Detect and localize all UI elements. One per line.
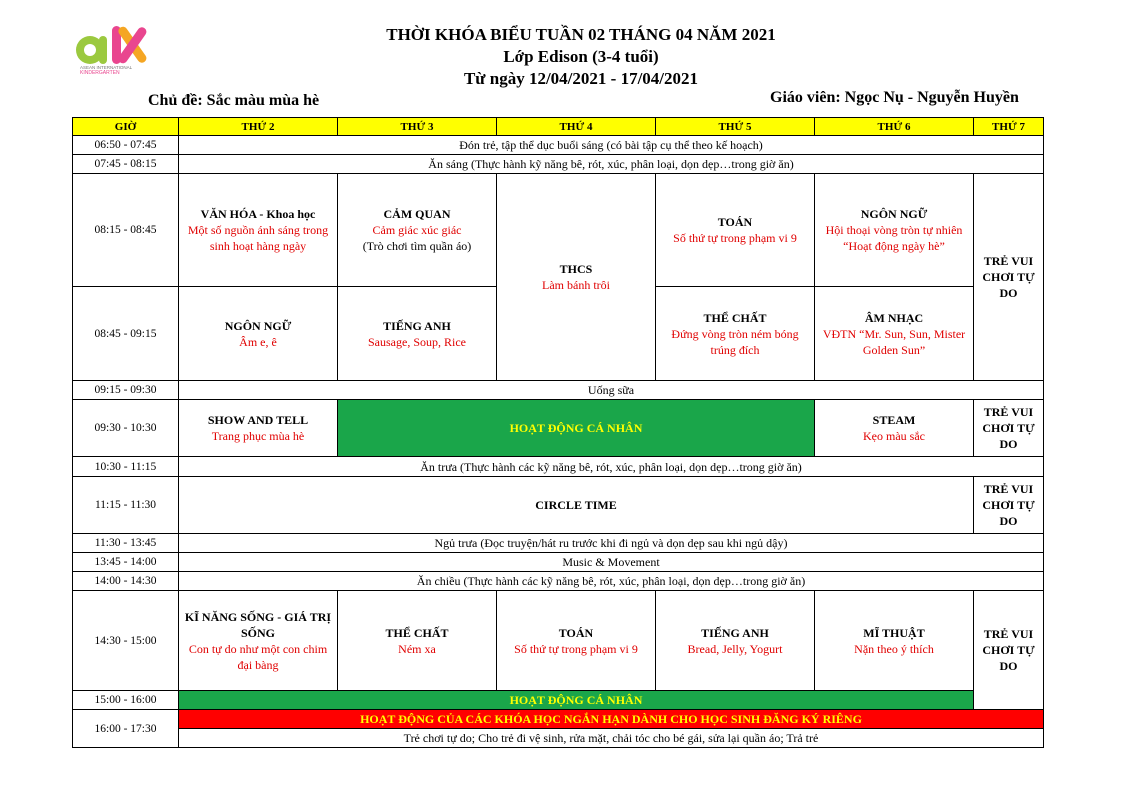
time-cell: 09:30 - 10:30	[73, 400, 179, 457]
col-header-sat: THỨ 7	[974, 118, 1044, 136]
circle-time-cell: CIRCLE TIME	[179, 477, 974, 534]
table-row	[73, 534, 1044, 553]
lesson-title: NGÔN NGỮ	[224, 318, 292, 333]
lesson-subtitle: Ném xa	[398, 641, 436, 656]
time-cell: 08:15 - 08:45	[73, 174, 179, 287]
logo-subtitle-1: ASEAN INTERNATIONAL	[80, 65, 133, 70]
lesson-subtitle: Trang phục mùa hè	[211, 429, 305, 443]
lesson-title: TOÁN	[558, 625, 594, 640]
lesson-cell	[179, 591, 338, 691]
lesson-cell	[338, 591, 497, 691]
lesson-title: TIẾNG ANH	[383, 318, 451, 333]
topic-label: Chủ đề: Sắc màu mùa hè	[148, 92, 320, 109]
page-title: THỜI KHÓA BIỂU TUẦN 02 THÁNG 04 NĂM 2021	[386, 25, 776, 44]
activity-cell: Ăn trưa (Thực hành các kỹ năng bê, rót, xúc, phân loại, dọn dẹp…trong giờ ăn)	[179, 457, 1044, 477]
activity-cell: Uống sữa	[179, 381, 1044, 400]
lesson-subtitle: Kẹo màu sắc	[863, 429, 925, 443]
lesson-cell	[815, 174, 974, 287]
col-header-time: GIỜ	[73, 118, 179, 136]
activity-cell: Music & Movement	[179, 553, 1044, 572]
lesson-subtitle: Số thứ tự trong phạm vi 9	[514, 641, 638, 656]
lesson-title: MĨ THUẬT	[863, 625, 925, 640]
lesson-subtitle: Một số nguồn ánh sáng trong sinh hoạt hàng ngày	[187, 223, 329, 253]
table-row	[73, 553, 1044, 572]
lesson-title: NGÔN NGỮ	[860, 207, 928, 221]
lesson-subtitle: Sausage, Soup, Rice	[368, 334, 466, 349]
lesson-subtitle: Âm e, ê	[239, 334, 277, 349]
free-play-cell: TRẺ VUI CHƠI TỰ DO	[974, 174, 1044, 381]
activity-cell: Ăn chiều (Thực hành các kỹ năng bê, rót, xúc, phân loại, dọn dẹp…trong giờ ăn)	[179, 572, 1044, 591]
lesson-cell	[179, 400, 338, 457]
lesson-subtitle: Số thứ tự trong phạm vi 9	[673, 231, 797, 245]
lesson-cell	[179, 174, 338, 287]
lesson-subtitle: Con tự do như một con chim đại bàng	[188, 641, 328, 672]
time-cell: 11:30 - 13:45	[73, 534, 179, 553]
logo-subtitle-2: KINDERGARTEN	[80, 70, 120, 76]
time-cell: 08:45 - 09:15	[73, 287, 179, 381]
table-row	[73, 710, 1044, 729]
col-header-wed: THỨ 4	[497, 118, 656, 136]
activity-cell: Ngủ trưa (Đọc truyện/hát ru trước khi đi ngủ và dọn dẹp sau khi ngủ dậy)	[179, 534, 1044, 553]
table-row	[73, 477, 1044, 534]
lesson-cell	[338, 174, 497, 287]
lesson-title: KĨ NĂNG SỐNG - GIÁ TRỊ SỐNG	[184, 609, 332, 640]
activity-cell: Ăn sáng (Thực hành kỹ năng bê, rót, xúc, phân loại, dọn dẹp…trong giờ ăn)	[179, 155, 1044, 174]
lesson-title: STEAM	[872, 413, 916, 427]
table-row	[73, 400, 1044, 457]
time-cell: 11:15 - 11:30	[73, 477, 179, 534]
lesson-cell	[497, 174, 656, 381]
col-header-mon: THỨ 2	[179, 118, 338, 136]
lesson-subtitle: Đứng vòng tròn ném bóng trúng đích	[671, 326, 799, 357]
col-header-fri: THỨ 6	[815, 118, 974, 136]
time-cell: 06:50 - 07:45	[73, 136, 179, 155]
lesson-cell	[815, 287, 974, 381]
time-cell: 10:30 - 11:15	[73, 457, 179, 477]
table-row	[73, 572, 1044, 591]
lesson-subtitle: Hội thoại vòng tròn tự nhiên “Hoạt động ngày hè”	[825, 223, 963, 253]
activity-cell: Trẻ chơi tự do; Cho trẻ đi vệ sinh, rửa mặt, chải tóc cho bé gái, sửa lại quần áo; Trả trẻ	[179, 729, 1044, 748]
lesson-title: SHOW AND TELL	[207, 413, 309, 427]
date-range: Từ ngày 12/04/2021 - 17/04/2021	[463, 69, 699, 88]
lesson-title: TIẾNG ANH	[701, 625, 769, 640]
time-cell: 07:45 - 08:15	[73, 155, 179, 174]
lesson-subtitle: Bread, Jelly, Yogurt	[687, 641, 783, 656]
table-row	[73, 174, 1044, 287]
lesson-subtitle: Cảm giác xúc giác	[372, 223, 462, 237]
lesson-cell	[815, 400, 974, 457]
time-cell: 09:15 - 09:30	[73, 381, 179, 400]
lesson-cell	[815, 591, 974, 691]
individual-activity-cell: HOẠT ĐỘNG CÁ NHÂN	[179, 691, 974, 710]
lesson-title: TOÁN	[717, 215, 753, 229]
col-header-tue: THỨ 3	[338, 118, 497, 136]
lesson-cell	[656, 287, 815, 381]
time-cell: 15:00 - 16:00	[73, 691, 179, 710]
free-play-cell: TRẺ VUI CHƠI TỰ DO	[974, 477, 1044, 534]
table-row	[73, 591, 1044, 691]
col-header-thu: THỨ 5	[656, 118, 815, 136]
table-row	[73, 729, 1044, 748]
table-row	[73, 691, 1044, 710]
lesson-subtitle: Làm bánh trôi	[542, 278, 610, 292]
lesson-title: THCS	[559, 262, 593, 276]
free-play-cell: TRẺ VUI CHƠI TỰ DO	[974, 591, 1044, 710]
free-play-cell: TRẺ VUI CHƠI TỰ DO	[974, 400, 1044, 457]
table-row	[73, 457, 1044, 477]
lesson-title: THỂ CHẤT	[703, 310, 767, 325]
lesson-cell	[656, 174, 815, 287]
lesson-title: ÂM NHẠC	[864, 310, 924, 325]
individual-activity-cell: HOẠT ĐỘNG CÁ NHÂN	[338, 400, 815, 457]
teachers-label: Giáo viên: Ngọc Nụ - Nguyễn Huyền	[770, 89, 1019, 106]
time-cell: 13:45 - 14:00	[73, 553, 179, 572]
lesson-subtitle: VĐTN “Mr. Sun, Sun, Mister Golden Sun”	[822, 326, 966, 357]
header-row	[73, 118, 1044, 136]
activity-cell: Đón trẻ, tập thể dục buổi sáng (có bài tập cụ thể theo kế hoạch)	[179, 136, 1044, 155]
short-course-cell: HOẠT ĐỘNG CỦA CÁC KHÓA HỌC NGẮN HẠN DÀNH CHO HỌC SINH ĐĂNG KÝ RIÊNG	[179, 710, 1044, 729]
lesson-title: CẢM QUAN	[383, 207, 451, 221]
table-row	[73, 381, 1044, 400]
table-row	[73, 136, 1044, 155]
class-line: Lớp Edison (3-4 tuổi)	[503, 47, 659, 66]
lesson-cell	[656, 591, 815, 691]
time-cell: 14:00 - 14:30	[73, 572, 179, 591]
lesson-cell	[497, 591, 656, 691]
lesson-cell	[338, 287, 497, 381]
lesson-title: VĂN HÓA - Khoa học	[200, 207, 316, 221]
lesson-note: (Trò chơi tìm quần áo)	[362, 239, 472, 253]
lesson-cell	[179, 287, 338, 381]
schedule-table	[72, 117, 1044, 748]
lesson-title: THỂ CHẤT	[385, 625, 449, 640]
lesson-subtitle: Nặn theo ý thích	[854, 641, 934, 656]
table-row	[73, 155, 1044, 174]
time-cell: 14:30 - 15:00	[73, 591, 179, 691]
time-cell: 16:00 - 17:30	[73, 710, 179, 748]
